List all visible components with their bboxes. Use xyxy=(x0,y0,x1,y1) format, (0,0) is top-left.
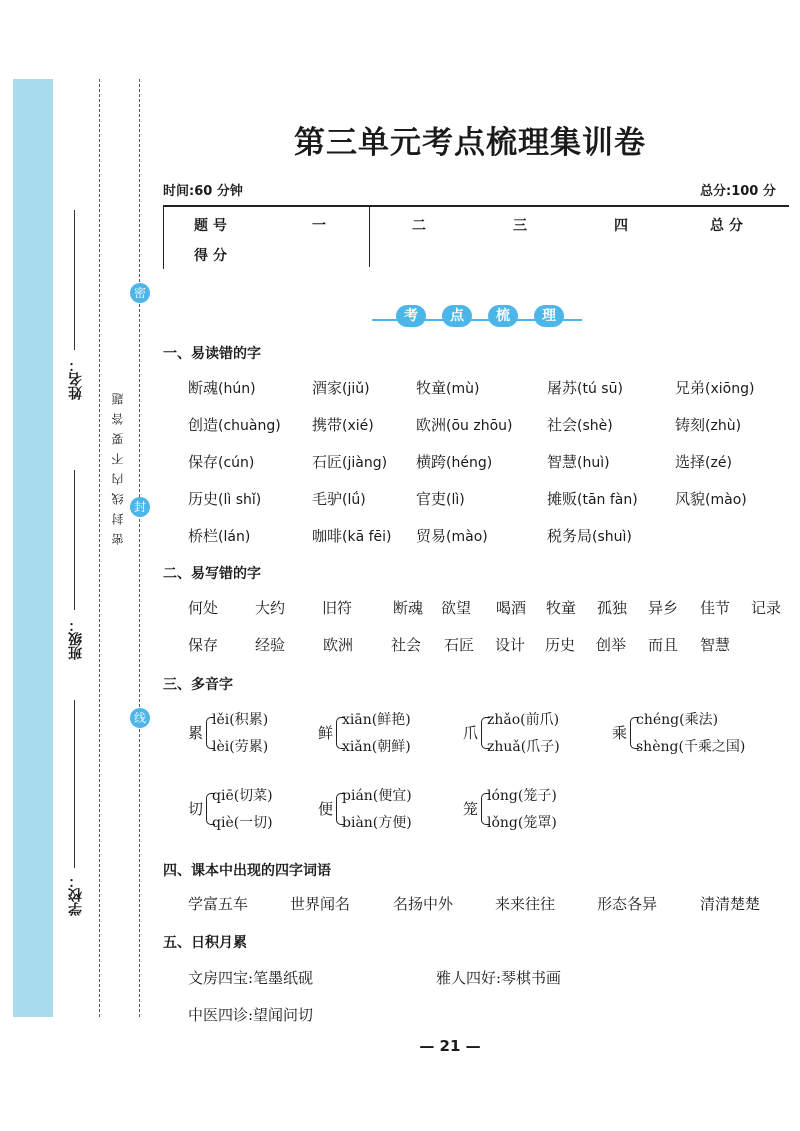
score-col-2: 二 xyxy=(412,218,426,234)
polyphone-reading-2: biàn(方便) xyxy=(342,815,412,831)
page-number: — 21 — xyxy=(419,1037,481,1055)
reading-word-pinyin: (mù) xyxy=(446,381,480,397)
polyphone-reading-1: lěi(积累) xyxy=(212,712,269,728)
page-title: 第三单元考点梳理集训卷 xyxy=(294,125,646,161)
writing-word: 大约 xyxy=(255,599,286,617)
polyphone-reading-1: chéng(乘法) xyxy=(636,712,719,728)
school-field[interactable] xyxy=(74,700,75,868)
score-col-total: 总 分 xyxy=(710,218,743,234)
reading-word-pinyin: (jiàng) xyxy=(342,455,388,471)
idiom-word: 名扬中外 xyxy=(393,895,454,913)
reading-word-hanzi: 牧童 xyxy=(416,379,447,397)
riji-line-3: 中医四诊:望闻问切 xyxy=(188,1006,314,1024)
polyphone-reading-1: qiē(切菜) xyxy=(212,788,273,804)
class-field[interactable] xyxy=(74,470,75,610)
reading-word-hanzi: 欧洲 xyxy=(416,416,447,434)
score-row-score: 得 分 xyxy=(194,248,227,264)
polyphone-char: 乘 xyxy=(612,724,628,742)
polyphone-group xyxy=(612,709,772,755)
score-table xyxy=(163,205,789,269)
class-label: 班级： xyxy=(68,618,84,660)
polyphone-group xyxy=(463,785,623,831)
reading-word xyxy=(188,525,250,546)
reading-word-pinyin: (zhù) xyxy=(705,418,742,434)
writing-word: 保存 xyxy=(188,636,219,654)
polyphone-reading-2: shèng(千乘之国) xyxy=(636,739,746,755)
reading-word-pinyin: (mào) xyxy=(705,492,747,508)
banner-char: 理 xyxy=(534,305,564,327)
polyphone-char: 笼 xyxy=(463,800,479,818)
polyphone-reading-2: zhuǎ(爪子) xyxy=(487,739,560,755)
reading-word-hanzi: 摊贩 xyxy=(547,490,578,508)
reading-word xyxy=(312,414,374,435)
reading-word xyxy=(188,451,254,472)
seal-feng: 封 xyxy=(130,497,150,517)
reading-word-hanzi: 断魂 xyxy=(188,379,219,397)
no-answer-notice: 密封线内不要答题 xyxy=(111,385,125,545)
reading-word-hanzi: 兄弟 xyxy=(675,379,706,397)
writing-word: 经验 xyxy=(255,636,286,654)
reading-word-hanzi: 社会 xyxy=(547,416,578,434)
reading-word-pinyin: (lǘ) xyxy=(342,492,366,508)
polyphone-char: 鲜 xyxy=(318,724,334,742)
writing-word: 喝酒 xyxy=(496,599,527,617)
reading-word-pinyin: (ōu zhōu) xyxy=(446,418,513,434)
seal-xian: 线 xyxy=(130,708,150,728)
polyphone-group xyxy=(318,785,478,831)
riji-line-2: 雅人四好:琴棋书画 xyxy=(436,969,562,987)
reading-word xyxy=(675,451,732,472)
name-field[interactable] xyxy=(74,210,75,350)
polyphone-reading-1: zhǎo(前爪) xyxy=(487,712,560,728)
seal-line-inner xyxy=(139,79,140,1017)
reading-word-pinyin: (hún) xyxy=(218,381,256,397)
reading-word xyxy=(416,451,492,472)
kaodian-banner xyxy=(372,303,582,329)
reading-word-hanzi: 风貌 xyxy=(675,490,706,508)
writing-word: 社会 xyxy=(391,636,422,654)
writing-word: 而且 xyxy=(648,636,679,654)
score-row-header: 题 号 xyxy=(194,218,227,234)
writing-word: 历史 xyxy=(545,636,576,654)
reading-word xyxy=(416,414,513,435)
reading-word xyxy=(675,488,747,509)
writing-word: 石匠 xyxy=(444,636,475,654)
polyphone-reading-2: xiǎn(朝鲜) xyxy=(342,739,411,755)
name-label: 姓名： xyxy=(68,358,84,400)
writing-word: 欧洲 xyxy=(323,636,354,654)
polyphone-reading-1: lóng(笼子) xyxy=(487,788,557,804)
section-2-heading: 二、易写错的字 xyxy=(163,566,261,582)
reading-word-hanzi: 携带 xyxy=(312,416,343,434)
banner-char: 梳 xyxy=(488,305,518,327)
section-1-heading: 一、易读错的字 xyxy=(163,346,261,362)
banner-char: 点 xyxy=(442,305,472,327)
reading-word-pinyin: (xié) xyxy=(342,418,374,434)
writing-word: 异乡 xyxy=(648,599,679,617)
reading-word xyxy=(547,451,610,472)
writing-word: 旧符 xyxy=(322,599,353,617)
reading-word-hanzi: 税务局 xyxy=(547,527,593,545)
writing-word: 智慧 xyxy=(700,636,731,654)
reading-word xyxy=(416,525,488,546)
writing-word: 记录 xyxy=(751,599,782,617)
idiom-word: 学富五车 xyxy=(188,895,249,913)
reading-word xyxy=(675,414,741,435)
writing-word: 何处 xyxy=(188,599,219,617)
polyphone-char: 爪 xyxy=(463,724,479,742)
polyphone-char: 累 xyxy=(188,724,204,742)
reading-word xyxy=(416,488,465,509)
reading-word-hanzi: 屠苏 xyxy=(547,379,578,397)
idiom-word: 清清楚楚 xyxy=(700,895,761,913)
reading-word-pinyin: (lán) xyxy=(218,529,251,545)
reading-word-hanzi: 酒家 xyxy=(312,379,343,397)
polyphone-reading-2: qiè(一切) xyxy=(212,815,273,831)
reading-word-hanzi: 创造 xyxy=(188,416,219,434)
reading-word xyxy=(547,377,623,398)
reading-word-pinyin: (mào) xyxy=(446,529,488,545)
polyphone-reading-2: lèi(劳累) xyxy=(212,739,269,755)
reading-word-pinyin: (shuì) xyxy=(592,529,632,545)
writing-word: 欲望 xyxy=(441,599,472,617)
polyphone-group xyxy=(463,709,623,755)
seal-line-outer xyxy=(99,79,100,1017)
reading-word-pinyin: (tú sū) xyxy=(577,381,623,397)
reading-word xyxy=(188,414,281,435)
reading-word-hanzi: 石匠 xyxy=(312,453,343,471)
writing-word: 创举 xyxy=(596,636,627,654)
reading-word xyxy=(188,377,256,398)
idiom-word: 形态各异 xyxy=(597,895,658,913)
writing-word: 佳节 xyxy=(700,599,731,617)
reading-word-pinyin: (jiǔ) xyxy=(342,381,370,397)
polyphone-char: 切 xyxy=(188,800,204,818)
school-label: 学校： xyxy=(68,874,84,916)
reading-word-pinyin: (tān fàn) xyxy=(577,492,638,508)
section-5-heading: 五、日积月累 xyxy=(163,935,247,951)
reading-word-hanzi: 保存 xyxy=(188,453,219,471)
reading-word-pinyin: (lì) xyxy=(446,492,465,508)
reading-word-pinyin: (shè) xyxy=(577,418,613,434)
seal-mi: 密 xyxy=(130,283,150,303)
reading-word-hanzi: 选择 xyxy=(675,453,706,471)
reading-word-pinyin: (zé) xyxy=(705,455,732,471)
reading-word xyxy=(547,414,613,435)
writing-word: 设计 xyxy=(495,636,526,654)
reading-word xyxy=(188,488,261,509)
reading-word-pinyin: (lì shǐ) xyxy=(218,492,262,508)
reading-word-hanzi: 铸刻 xyxy=(675,416,706,434)
time-limit: 时间:60 分钟 xyxy=(163,184,243,199)
reading-word-hanzi: 官吏 xyxy=(416,490,447,508)
polyphone-reading-2: lǒng(笼罩) xyxy=(487,815,557,831)
total-score: 总分:100 分 xyxy=(700,184,776,199)
writing-word: 牧童 xyxy=(546,599,577,617)
reading-word-hanzi: 咖啡 xyxy=(312,527,343,545)
reading-word xyxy=(312,451,387,472)
idiom-word: 世界闻名 xyxy=(290,895,351,913)
reading-word-hanzi: 毛驴 xyxy=(312,490,343,508)
reading-word-pinyin: (chuàng) xyxy=(218,418,281,434)
polyphone-group xyxy=(318,709,478,755)
reading-word-hanzi: 智慧 xyxy=(547,453,578,471)
reading-word-pinyin: (huì) xyxy=(577,455,610,471)
polyphone-reading-1: pián(便宜) xyxy=(342,788,412,804)
reading-word-pinyin: (cún) xyxy=(218,455,255,471)
reading-word-hanzi: 桥栏 xyxy=(188,527,219,545)
polyphone-reading-1: xiān(鲜艳) xyxy=(342,712,411,728)
reading-word-hanzi: 横跨 xyxy=(416,453,447,471)
score-col-3: 三 xyxy=(513,218,527,234)
reading-word-pinyin: (héng) xyxy=(446,455,493,471)
reading-word xyxy=(416,377,479,398)
section-3-heading: 三、多音字 xyxy=(163,677,233,693)
banner-char: 考 xyxy=(396,305,426,327)
reading-word xyxy=(312,377,370,398)
reading-word-pinyin: (kā fēi) xyxy=(342,529,392,545)
reading-word-pinyin: (xiōng) xyxy=(705,381,755,397)
idiom-word: 来来往往 xyxy=(495,895,556,913)
writing-word: 孤独 xyxy=(597,599,628,617)
polyphone-char: 便 xyxy=(318,800,334,818)
reading-word xyxy=(312,525,392,546)
section-4-heading: 四、课本中出现的四字词语 xyxy=(163,863,331,879)
reading-word-hanzi: 贸易 xyxy=(416,527,447,545)
reading-word-hanzi: 历史 xyxy=(188,490,219,508)
score-col-1: 一 xyxy=(312,218,326,234)
writing-word: 断魂 xyxy=(393,599,424,617)
riji-line-1: 文房四宝:笔墨纸砚 xyxy=(188,969,314,987)
reading-word xyxy=(547,488,638,509)
score-col-4: 四 xyxy=(614,218,628,234)
sidebar-strip xyxy=(13,79,53,1017)
reading-word xyxy=(675,377,754,398)
reading-word xyxy=(547,525,632,546)
reading-word xyxy=(312,488,366,509)
